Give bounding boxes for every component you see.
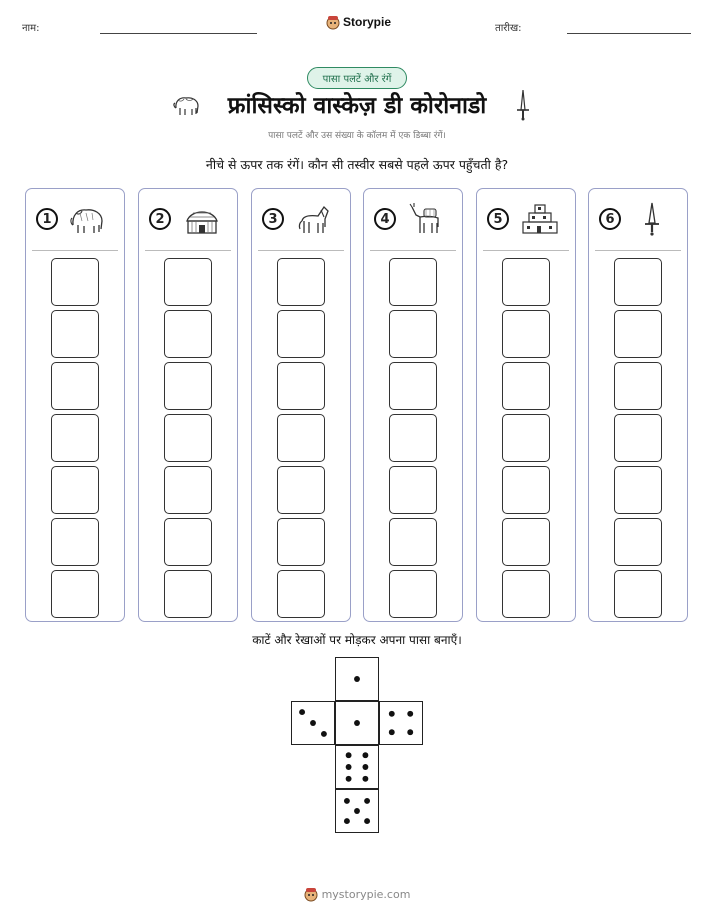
color-box[interactable] — [277, 466, 325, 514]
hut-icon — [181, 201, 223, 237]
color-box[interactable] — [51, 570, 99, 618]
color-box[interactable] — [389, 518, 437, 566]
die-face-5 — [335, 789, 379, 833]
column-number: 1 — [36, 208, 58, 230]
page-subtitle: पासा पलटें और उस संख्या के कॉलम में एक डिब्बा रंगें। — [268, 131, 446, 141]
column-5 — [476, 188, 576, 622]
die-face-6 — [335, 745, 379, 789]
activity-badge: पासा पलटें और रंगें — [307, 67, 407, 89]
color-box[interactable] — [277, 518, 325, 566]
color-box[interactable] — [277, 258, 325, 306]
color-box[interactable] — [277, 414, 325, 462]
column-number: 2 — [149, 208, 171, 230]
footer — [0, 886, 714, 902]
date-label: तारीख: — [495, 23, 522, 34]
column-header — [364, 201, 462, 237]
color-box[interactable] — [502, 258, 550, 306]
pueblo-icon — [519, 201, 561, 237]
column-4 — [363, 188, 463, 622]
brand-logo — [326, 14, 391, 30]
die-pip — [344, 798, 350, 804]
cut-instruction: काटें और रेखाओं पर मोड़कर अपना पासा बनाएँ। — [252, 633, 462, 647]
die-pip — [344, 818, 350, 824]
color-box[interactable] — [51, 518, 99, 566]
column-6 — [588, 188, 688, 622]
column-header — [139, 201, 237, 237]
page-title: फ्रांसिस्को वास्केज़ डी कोरोनाडो — [227, 93, 487, 119]
color-box[interactable] — [164, 466, 212, 514]
color-box[interactable] — [389, 362, 437, 410]
die-pip — [362, 752, 368, 758]
color-box[interactable] — [164, 310, 212, 358]
color-box[interactable] — [389, 570, 437, 618]
brand-name: Storypie — [343, 15, 392, 29]
color-box[interactable] — [164, 518, 212, 566]
color-box[interactable] — [502, 310, 550, 358]
die-face-3 — [291, 701, 335, 745]
color-box[interactable] — [389, 414, 437, 462]
column-header — [26, 201, 124, 237]
column-header — [252, 201, 350, 237]
color-box[interactable] — [389, 310, 437, 358]
color-box[interactable] — [277, 310, 325, 358]
column-divider — [258, 250, 344, 251]
pie-mascot-icon — [304, 886, 318, 902]
die-pip — [389, 711, 395, 717]
name-line[interactable] — [100, 33, 257, 34]
die-pip — [299, 709, 305, 715]
name-label: नाम: — [22, 23, 40, 34]
die-face-1 — [335, 701, 379, 745]
color-box[interactable] — [277, 362, 325, 410]
color-box[interactable] — [389, 466, 437, 514]
horse-icon — [294, 201, 336, 237]
column-divider — [595, 250, 681, 251]
footer-url: mystorypie.com — [321, 887, 411, 901]
column-divider — [483, 250, 569, 251]
die-pip — [321, 731, 327, 737]
die-pip — [346, 776, 352, 782]
column-divider — [32, 250, 118, 251]
color-box[interactable] — [614, 518, 662, 566]
color-box[interactable] — [164, 570, 212, 618]
die-pip — [354, 720, 360, 726]
die-pip — [389, 729, 395, 735]
die-pip — [346, 764, 352, 770]
color-box[interactable] — [389, 258, 437, 306]
instruction-text: नीचे से ऊपर तक रंगें। कौन सी तस्वीर सबसे पहले ऊपर पहुँचती है? — [205, 157, 509, 172]
die-pip — [346, 752, 352, 758]
color-box[interactable] — [614, 310, 662, 358]
color-box[interactable] — [614, 258, 662, 306]
color-box[interactable] — [51, 466, 99, 514]
date-line[interactable] — [567, 33, 691, 34]
die-pip — [362, 776, 368, 782]
die-face-4 — [379, 701, 423, 745]
color-box[interactable] — [502, 518, 550, 566]
bison-icon — [68, 201, 110, 237]
color-box[interactable] — [614, 414, 662, 462]
color-box[interactable] — [164, 258, 212, 306]
die-pip — [354, 676, 360, 682]
column-number: 3 — [262, 208, 284, 230]
die-pip — [364, 798, 370, 804]
die-face-1 — [335, 657, 379, 701]
color-box[interactable] — [502, 362, 550, 410]
column-2 — [138, 188, 238, 622]
column-header — [589, 201, 687, 237]
donkey-icon — [406, 201, 448, 237]
color-box[interactable] — [51, 310, 99, 358]
color-box[interactable] — [164, 414, 212, 462]
die-pip — [364, 818, 370, 824]
die-pip — [407, 711, 413, 717]
column-number: 6 — [599, 208, 621, 230]
column-divider — [145, 250, 231, 251]
column-header — [477, 201, 575, 237]
sword-icon — [631, 201, 673, 237]
color-box[interactable] — [502, 570, 550, 618]
color-box[interactable] — [614, 362, 662, 410]
color-box[interactable] — [614, 570, 662, 618]
die-pip — [407, 729, 413, 735]
column-3 — [251, 188, 351, 622]
die-pip — [310, 720, 316, 726]
color-box[interactable] — [277, 570, 325, 618]
color-box[interactable] — [51, 414, 99, 462]
color-box[interactable] — [51, 362, 99, 410]
color-box[interactable] — [614, 466, 662, 514]
color-box[interactable] — [51, 258, 99, 306]
die-pip — [362, 764, 368, 770]
sword-icon — [515, 88, 531, 122]
die-pip — [354, 808, 360, 814]
column-number: 4 — [374, 208, 396, 230]
color-box[interactable] — [164, 362, 212, 410]
color-box[interactable] — [502, 414, 550, 462]
pie-mascot-icon — [326, 14, 340, 30]
color-box[interactable] — [502, 466, 550, 514]
column-1 — [25, 188, 125, 622]
column-number: 5 — [487, 208, 509, 230]
column-divider — [370, 250, 456, 251]
